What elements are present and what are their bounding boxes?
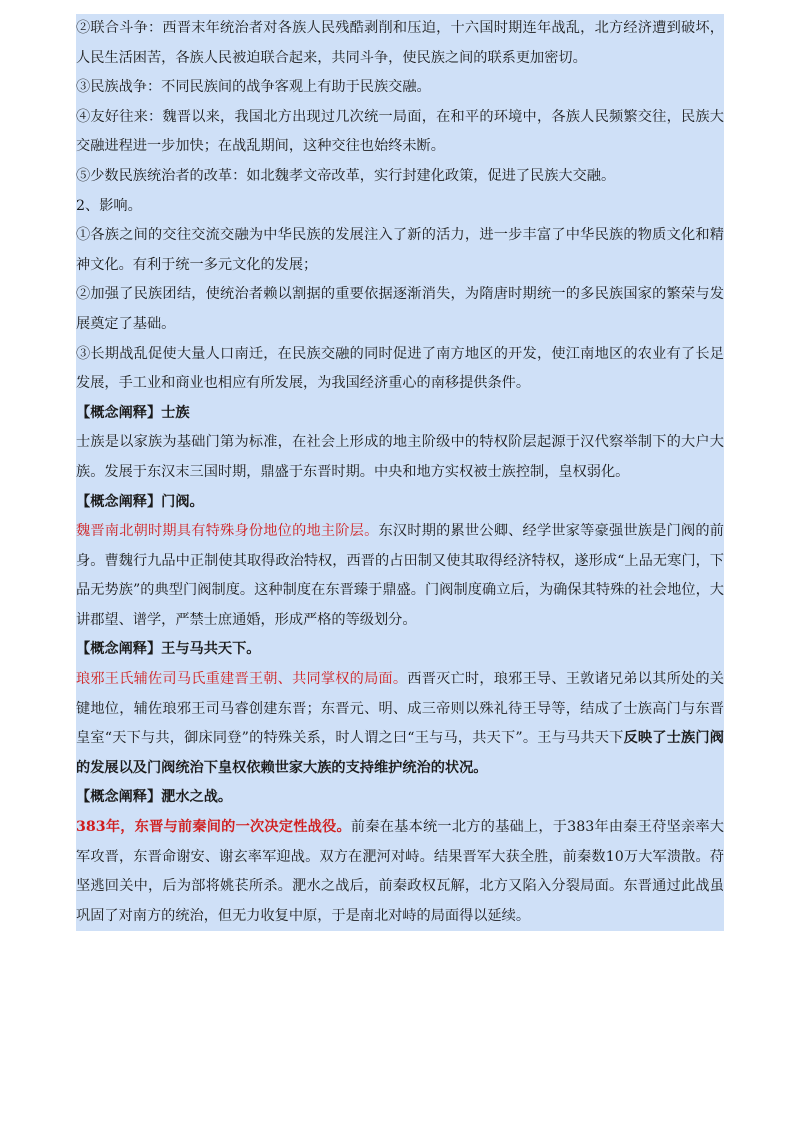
concept-body-shizu: 士族是以家族为基础门第为标准，在社会上形成的地主阶级中的特权阶层起源于汉代察举制下的大户大族。发展于东汉末三国时期，鼎盛于东晋时期。中央和地方实权被士族控制，皇权弱化。 bbox=[76, 434, 724, 480]
concept-bold-tail-wangma: 反映了士族门阀的发展以及门阀统治下皇权依赖世家大族的支持维护统治的状况。 bbox=[76, 730, 724, 776]
influence-heading: 2、影响。 bbox=[76, 197, 142, 214]
concept-body-feishui: 前秦在基本统一北方的基础上，于383年由秦王苻坚亲率大军攻晋，东晋命谢安、谢玄率军迎战。双方在淝河对峙。结果晋军大获全胜，前秦数10万大军溃散。苻坚逃回关中，后为部将姚苌所杀。淝水之战后，前秦政权瓦解，北方又陷入分裂局面。东晋通过此战虽巩固了对南方的统治，但无力收复中原，于是南北对峙的局面得以延续。 bbox=[76, 819, 724, 924]
concept-heading-shizu: 【概念阐释】士族 bbox=[76, 404, 190, 421]
document-body bbox=[76, 14, 724, 931]
influence-item-1: ①各族之间的交往交流交融为中华民族的发展注入了新的活力，进一步丰富了中华民族的物质文化和精神文化。有利于统一多元文化的发展； bbox=[76, 227, 724, 273]
influence-item-3: ③长期战乱促使大量人口南迁，在民族交融的同时促进了南方地区的开发，使江南地区的农业有了长足发展，手工业和商业也相应有所发展，为我国经济重心的南移提供条件。 bbox=[76, 345, 724, 392]
concept-body-wangma: 西晋灭亡时，琅邪王导、王敦诸兄弟以其所处的关键地位，辅佐琅邪王司马睿创建东晋；东晋元、明、成三帝则以殊礼待王导等，结成了士族高门与东晋皇室“天下与共，御床同登”的特殊关系，时人谓之曰“王与马，共天下”。王与马共天下 bbox=[76, 671, 724, 747]
cause-item-5: ⑤少数民族统治者的改革：如北魏孝文帝改革，实行封建化政策，促进了民族大交融。 bbox=[76, 167, 616, 184]
concept-paragraph-wangma bbox=[76, 665, 724, 783]
concept-paragraph-menfa bbox=[76, 517, 724, 635]
concept-heading-wangma: 【概念阐释】王与马共天下。 bbox=[76, 641, 261, 658]
concept-highlight-menfa: 魏晋南北朝时期具有特殊身份地位的地主阶层。 bbox=[76, 523, 379, 540]
cause-item-4: ④友好往来：魏晋以来，我国北方出现过几次统一局面，在和平的环境中，各族人民频繁交往，民族大交融进程进一步加快；在战乱期间，这种交往也始终未断。 bbox=[76, 108, 724, 155]
concept-highlight-wangma: 琅邪王氏辅佐司马氏重建晋王朝、共同掌权的局面。 bbox=[76, 671, 408, 688]
cause-item-3: ③民族战争：不同民族间的战争客观上有助于民族交融。 bbox=[76, 79, 431, 96]
concept-highlight-feishui: 383年，东晋与前秦间的一次决定性战役。 bbox=[76, 819, 351, 836]
concept-paragraph-feishui bbox=[76, 813, 724, 931]
concept-heading-menfa: 【概念阐释】门阀。 bbox=[76, 493, 204, 510]
cause-item-2: ②联合斗争：西晋末年统治者对各族人民残酷剥削和压迫，十六国时期连年战乱，北方经济遭到破坏，人民生活困苦，各族人民被迫联合起来，共同斗争，使民族之间的联系更加密切。 bbox=[76, 20, 724, 66]
concept-heading-feishui: 【概念阐释】淝水之战。 bbox=[76, 789, 233, 806]
influence-item-2: ②加强了民族团结，使统治者赖以割据的重要依据逐渐消失，为隋唐时期统一的多民族国家的繁荣与发展奠定了基础。 bbox=[76, 286, 724, 332]
concept-body-menfa: 东汉时期的累世公卿、经学世家等豪强世族是门阀的前身。曹魏行九品中正制使其取得政治特权，西晋的占田制又使其取得经济特权，遂形成“上品无寒门，下品无势族”的典型门阀制度。这种制度在东晋臻于鼎盛。门阀制度确立后，为确保其特殊的社会地位，大讲郡望、谱学，严禁士庶通婚，形成严格的等级划分。 bbox=[76, 523, 724, 628]
